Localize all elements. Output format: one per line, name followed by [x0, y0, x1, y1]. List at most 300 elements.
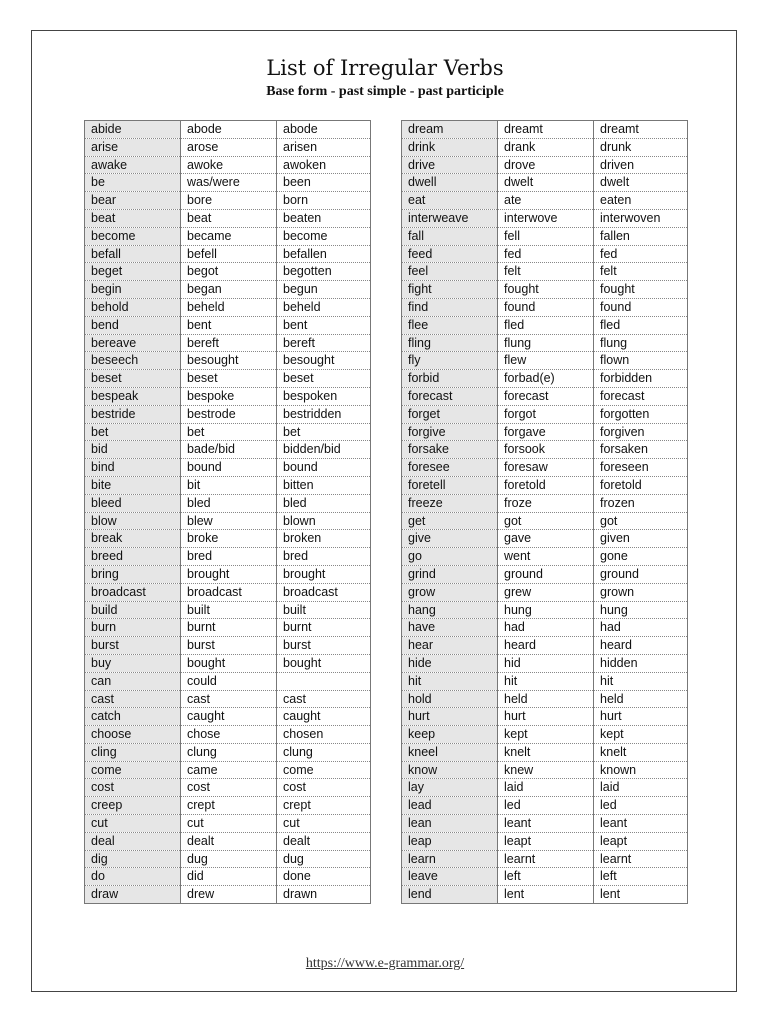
- past-simple-cell: bled: [181, 494, 277, 512]
- table-row: [85, 743, 371, 761]
- table-row: [402, 530, 688, 548]
- base-form-cell: foretell: [402, 476, 498, 494]
- past-participle-cell: flung: [594, 334, 688, 352]
- past-simple-cell: bore: [181, 192, 277, 210]
- base-form-cell: hang: [402, 601, 498, 619]
- past-simple-cell: begot: [181, 263, 277, 281]
- past-simple-cell: forgot: [498, 405, 594, 423]
- past-simple-cell: foretold: [498, 476, 594, 494]
- base-form-cell: grind: [402, 565, 498, 583]
- past-participle-cell: hidden: [594, 654, 688, 672]
- past-simple-cell: drew: [181, 886, 277, 904]
- table-row: [402, 352, 688, 370]
- base-form-cell: bring: [85, 565, 181, 583]
- past-simple-cell: interwove: [498, 209, 594, 227]
- base-form-cell: hit: [402, 672, 498, 690]
- base-form-cell: have: [402, 619, 498, 637]
- base-form-cell: bleed: [85, 494, 181, 512]
- base-form-cell: buy: [85, 654, 181, 672]
- past-simple-cell: heard: [498, 637, 594, 655]
- table-row: [85, 423, 371, 441]
- verbs-table-right: [401, 120, 688, 904]
- table-row: [85, 441, 371, 459]
- past-participle-cell: foretold: [594, 476, 688, 494]
- table-row: [402, 654, 688, 672]
- table-row: [402, 387, 688, 405]
- past-simple-cell: froze: [498, 494, 594, 512]
- past-participle-cell: drawn: [277, 886, 371, 904]
- base-form-cell: befall: [85, 245, 181, 263]
- table-row: [85, 245, 371, 263]
- past-simple-cell: hit: [498, 672, 594, 690]
- past-participle-cell: bespoken: [277, 387, 371, 405]
- base-form-cell: cut: [85, 815, 181, 833]
- past-participle-cell: begotten: [277, 263, 371, 281]
- table-row: [85, 209, 371, 227]
- base-form-cell: grow: [402, 583, 498, 601]
- past-participle-cell: flown: [594, 352, 688, 370]
- table-row: [402, 281, 688, 299]
- past-simple-cell: brought: [181, 565, 277, 583]
- table-row: [85, 316, 371, 334]
- past-participle-cell: burnt: [277, 619, 371, 637]
- table-row: [402, 316, 688, 334]
- table-row: [85, 281, 371, 299]
- past-participle-cell: broken: [277, 530, 371, 548]
- past-participle-cell: lent: [594, 886, 688, 904]
- table-row: [85, 619, 371, 637]
- table-row: [85, 601, 371, 619]
- past-simple-cell: bent: [181, 316, 277, 334]
- base-form-cell: bend: [85, 316, 181, 334]
- past-participle-cell: beset: [277, 370, 371, 388]
- base-form-cell: bereave: [85, 334, 181, 352]
- past-participle-cell: heard: [594, 637, 688, 655]
- base-form-cell: bid: [85, 441, 181, 459]
- past-participle-cell: hurt: [594, 708, 688, 726]
- past-participle-cell: broadcast: [277, 583, 371, 601]
- table-row: [85, 459, 371, 477]
- past-simple-cell: hurt: [498, 708, 594, 726]
- past-simple-cell: befell: [181, 245, 277, 263]
- base-form-cell: freeze: [402, 494, 498, 512]
- past-simple-cell: burnt: [181, 619, 277, 637]
- past-simple-cell: forsook: [498, 441, 594, 459]
- base-form-cell: hold: [402, 690, 498, 708]
- table-row: [85, 797, 371, 815]
- past-participle-cell: cast: [277, 690, 371, 708]
- past-participle-cell: caught: [277, 708, 371, 726]
- past-participle-cell: led: [594, 797, 688, 815]
- past-simple-cell: chose: [181, 726, 277, 744]
- past-simple-cell: went: [498, 548, 594, 566]
- base-form-cell: burn: [85, 619, 181, 637]
- past-simple-cell: fell: [498, 227, 594, 245]
- past-participle-cell: dealt: [277, 832, 371, 850]
- table-row: [402, 583, 688, 601]
- base-form-cell: know: [402, 761, 498, 779]
- table-row: [85, 708, 371, 726]
- table-row: [85, 138, 371, 156]
- base-form-cell: broadcast: [85, 583, 181, 601]
- past-participle-cell: besought: [277, 352, 371, 370]
- past-simple-cell: broke: [181, 530, 277, 548]
- past-simple-cell: fed: [498, 245, 594, 263]
- base-form-cell: fall: [402, 227, 498, 245]
- past-simple-cell: began: [181, 281, 277, 299]
- past-simple-cell: dug: [181, 850, 277, 868]
- past-participle-cell: dwelt: [594, 174, 688, 192]
- past-participle-cell: bent: [277, 316, 371, 334]
- table-row: [402, 761, 688, 779]
- past-simple-cell: did: [181, 868, 277, 886]
- past-simple-cell: caught: [181, 708, 277, 726]
- table-row: [402, 672, 688, 690]
- base-form-cell: lay: [402, 779, 498, 797]
- past-participle-cell: forbidden: [594, 370, 688, 388]
- past-simple-cell: lent: [498, 886, 594, 904]
- table-row: [85, 334, 371, 352]
- past-participle-cell: leapt: [594, 832, 688, 850]
- base-form-cell: dig: [85, 850, 181, 868]
- base-form-cell: become: [85, 227, 181, 245]
- past-participle-cell: come: [277, 761, 371, 779]
- table-row: [85, 565, 371, 583]
- past-simple-cell: drove: [498, 156, 594, 174]
- past-participle-cell: got: [594, 512, 688, 530]
- base-form-cell: build: [85, 601, 181, 619]
- base-form-cell: drink: [402, 138, 498, 156]
- past-simple-cell: knew: [498, 761, 594, 779]
- base-form-cell: beat: [85, 209, 181, 227]
- past-participle-cell: fed: [594, 245, 688, 263]
- base-form-cell: leave: [402, 868, 498, 886]
- past-simple-cell: dealt: [181, 832, 277, 850]
- table-row: [85, 263, 371, 281]
- table-row: [85, 227, 371, 245]
- base-form-cell: lend: [402, 886, 498, 904]
- past-participle-cell: forgotten: [594, 405, 688, 423]
- past-simple-cell: learnt: [498, 850, 594, 868]
- past-simple-cell: bound: [181, 459, 277, 477]
- past-simple-cell: cut: [181, 815, 277, 833]
- base-form-cell: forsake: [402, 441, 498, 459]
- past-simple-cell: fled: [498, 316, 594, 334]
- past-simple-cell: cost: [181, 779, 277, 797]
- past-participle-cell: interwoven: [594, 209, 688, 227]
- base-form-cell: flee: [402, 316, 498, 334]
- past-simple-cell: was/were: [181, 174, 277, 192]
- past-participle-cell: brought: [277, 565, 371, 583]
- past-simple-cell: broadcast: [181, 583, 277, 601]
- base-form-cell: bind: [85, 459, 181, 477]
- table-row: [402, 832, 688, 850]
- base-form-cell: beset: [85, 370, 181, 388]
- past-simple-cell: could: [181, 672, 277, 690]
- table-row: [402, 548, 688, 566]
- base-form-cell: get: [402, 512, 498, 530]
- table-row: [85, 886, 371, 904]
- past-simple-cell: bought: [181, 654, 277, 672]
- past-participle-cell: befallen: [277, 245, 371, 263]
- table-row: [85, 352, 371, 370]
- table-row: [402, 637, 688, 655]
- past-participle-cell: bought: [277, 654, 371, 672]
- past-participle-cell: left: [594, 868, 688, 886]
- past-simple-cell: bred: [181, 548, 277, 566]
- past-simple-cell: bereft: [181, 334, 277, 352]
- past-participle-cell: abode: [277, 121, 371, 139]
- past-participle-cell: bled: [277, 494, 371, 512]
- past-participle-cell: clung: [277, 743, 371, 761]
- base-form-cell: bespeak: [85, 387, 181, 405]
- table-row: [402, 868, 688, 886]
- table-row: [85, 121, 371, 139]
- past-participle-cell: eaten: [594, 192, 688, 210]
- table-row: [402, 192, 688, 210]
- base-form-cell: fly: [402, 352, 498, 370]
- table-row: [85, 192, 371, 210]
- past-simple-cell: clung: [181, 743, 277, 761]
- past-participle-cell: dreamt: [594, 121, 688, 139]
- table-row: [85, 637, 371, 655]
- past-participle-cell: been: [277, 174, 371, 192]
- past-simple-cell: leapt: [498, 832, 594, 850]
- table-row: [85, 779, 371, 797]
- base-form-cell: behold: [85, 298, 181, 316]
- base-form-cell: foresee: [402, 459, 498, 477]
- past-participle-cell: frozen: [594, 494, 688, 512]
- past-participle-cell: bidden/bid: [277, 441, 371, 459]
- table-row: [85, 156, 371, 174]
- past-participle-cell: bitten: [277, 476, 371, 494]
- table-row: [402, 743, 688, 761]
- base-form-cell: lean: [402, 815, 498, 833]
- past-simple-cell: bet: [181, 423, 277, 441]
- table-row: [402, 370, 688, 388]
- table-row: [402, 174, 688, 192]
- base-form-cell: eat: [402, 192, 498, 210]
- base-form-cell: do: [85, 868, 181, 886]
- table-row: [85, 815, 371, 833]
- table-row: [402, 708, 688, 726]
- table-row: [402, 779, 688, 797]
- table-row: [402, 138, 688, 156]
- table-row: [402, 441, 688, 459]
- past-participle-cell: felt: [594, 263, 688, 281]
- past-participle-cell: [277, 672, 371, 690]
- base-form-cell: burst: [85, 637, 181, 655]
- base-form-cell: go: [402, 548, 498, 566]
- table-row: [85, 298, 371, 316]
- past-simple-cell: awoke: [181, 156, 277, 174]
- past-simple-cell: arose: [181, 138, 277, 156]
- past-participle-cell: fled: [594, 316, 688, 334]
- past-participle-cell: dug: [277, 850, 371, 868]
- base-form-cell: kneel: [402, 743, 498, 761]
- past-simple-cell: beset: [181, 370, 277, 388]
- table-row: [402, 227, 688, 245]
- base-form-cell: awake: [85, 156, 181, 174]
- past-participle-cell: blown: [277, 512, 371, 530]
- table-row: [402, 601, 688, 619]
- past-participle-cell: driven: [594, 156, 688, 174]
- past-participle-cell: foreseen: [594, 459, 688, 477]
- past-simple-cell: fought: [498, 281, 594, 299]
- past-participle-cell: learnt: [594, 850, 688, 868]
- past-participle-cell: cost: [277, 779, 371, 797]
- past-simple-cell: besought: [181, 352, 277, 370]
- table-row: [85, 370, 371, 388]
- table-row: [402, 797, 688, 815]
- base-form-cell: blow: [85, 512, 181, 530]
- table-row: [402, 815, 688, 833]
- past-participle-cell: crept: [277, 797, 371, 815]
- past-participle-cell: fallen: [594, 227, 688, 245]
- table-row: [402, 690, 688, 708]
- base-form-cell: leap: [402, 832, 498, 850]
- base-form-cell: forbid: [402, 370, 498, 388]
- table-row: [402, 263, 688, 281]
- past-simple-cell: bespoke: [181, 387, 277, 405]
- base-form-cell: forget: [402, 405, 498, 423]
- table-row: [85, 672, 371, 690]
- past-participle-cell: had: [594, 619, 688, 637]
- table-row: [402, 209, 688, 227]
- past-simple-cell: came: [181, 761, 277, 779]
- base-form-cell: fight: [402, 281, 498, 299]
- table-row: [85, 387, 371, 405]
- past-simple-cell: ground: [498, 565, 594, 583]
- past-simple-cell: had: [498, 619, 594, 637]
- past-simple-cell: blew: [181, 512, 277, 530]
- past-participle-cell: begun: [277, 281, 371, 299]
- base-form-cell: bear: [85, 192, 181, 210]
- past-participle-cell: hit: [594, 672, 688, 690]
- table-row: [402, 619, 688, 637]
- base-form-cell: give: [402, 530, 498, 548]
- past-participle-cell: held: [594, 690, 688, 708]
- past-simple-cell: bade/bid: [181, 441, 277, 459]
- table-row: [402, 850, 688, 868]
- past-participle-cell: born: [277, 192, 371, 210]
- past-simple-cell: drank: [498, 138, 594, 156]
- past-simple-cell: forecast: [498, 387, 594, 405]
- past-simple-cell: ate: [498, 192, 594, 210]
- past-participle-cell: cut: [277, 815, 371, 833]
- past-participle-cell: bestridden: [277, 405, 371, 423]
- base-form-cell: dream: [402, 121, 498, 139]
- past-simple-cell: felt: [498, 263, 594, 281]
- past-participle-cell: leant: [594, 815, 688, 833]
- past-simple-cell: left: [498, 868, 594, 886]
- past-participle-cell: done: [277, 868, 371, 886]
- table-row: [85, 726, 371, 744]
- past-simple-cell: cast: [181, 690, 277, 708]
- table-row: [85, 654, 371, 672]
- past-simple-cell: abode: [181, 121, 277, 139]
- past-simple-cell: dreamt: [498, 121, 594, 139]
- base-form-cell: cling: [85, 743, 181, 761]
- verbs-table-left: [84, 120, 371, 904]
- past-simple-cell: leant: [498, 815, 594, 833]
- base-form-cell: creep: [85, 797, 181, 815]
- base-form-cell: abide: [85, 121, 181, 139]
- base-form-cell: catch: [85, 708, 181, 726]
- base-form-cell: dwell: [402, 174, 498, 192]
- past-simple-cell: hung: [498, 601, 594, 619]
- base-form-cell: forecast: [402, 387, 498, 405]
- past-participle-cell: arisen: [277, 138, 371, 156]
- footer-link[interactable]: https://www.e-grammar.org/: [305, 956, 465, 971]
- table-row: [85, 405, 371, 423]
- past-simple-cell: flung: [498, 334, 594, 352]
- past-simple-cell: bit: [181, 476, 277, 494]
- base-form-cell: deal: [85, 832, 181, 850]
- past-participle-cell: forgiven: [594, 423, 688, 441]
- table-row: [85, 868, 371, 886]
- past-simple-cell: hid: [498, 654, 594, 672]
- past-participle-cell: beaten: [277, 209, 371, 227]
- base-form-cell: break: [85, 530, 181, 548]
- base-form-cell: be: [85, 174, 181, 192]
- past-simple-cell: forbad(e): [498, 370, 594, 388]
- base-form-cell: come: [85, 761, 181, 779]
- table-row: [402, 494, 688, 512]
- past-participle-cell: kept: [594, 726, 688, 744]
- past-simple-cell: held: [498, 690, 594, 708]
- base-form-cell: bet: [85, 423, 181, 441]
- past-participle-cell: drunk: [594, 138, 688, 156]
- past-participle-cell: bet: [277, 423, 371, 441]
- past-participle-cell: hung: [594, 601, 688, 619]
- page-subtitle: Base form - past simple - past participle: [266, 84, 504, 99]
- past-participle-cell: beheld: [277, 298, 371, 316]
- base-form-cell: beget: [85, 263, 181, 281]
- table-row: [402, 726, 688, 744]
- base-form-cell: lead: [402, 797, 498, 815]
- past-participle-cell: bred: [277, 548, 371, 566]
- base-form-cell: drive: [402, 156, 498, 174]
- base-form-cell: beseech: [85, 352, 181, 370]
- past-simple-cell: crept: [181, 797, 277, 815]
- past-simple-cell: kept: [498, 726, 594, 744]
- table-row: [85, 850, 371, 868]
- base-form-cell: cast: [85, 690, 181, 708]
- past-participle-cell: known: [594, 761, 688, 779]
- table-row: [85, 548, 371, 566]
- base-form-cell: draw: [85, 886, 181, 904]
- table-row: [402, 512, 688, 530]
- base-form-cell: bestride: [85, 405, 181, 423]
- past-simple-cell: got: [498, 512, 594, 530]
- past-simple-cell: grew: [498, 583, 594, 601]
- table-row: [85, 832, 371, 850]
- table-row: [402, 298, 688, 316]
- table-row: [85, 476, 371, 494]
- base-form-cell: find: [402, 298, 498, 316]
- past-simple-cell: beat: [181, 209, 277, 227]
- table-row: [85, 583, 371, 601]
- base-form-cell: interweave: [402, 209, 498, 227]
- past-participle-cell: bound: [277, 459, 371, 477]
- past-simple-cell: foresaw: [498, 459, 594, 477]
- table-row: [402, 156, 688, 174]
- past-participle-cell: grown: [594, 583, 688, 601]
- base-form-cell: cost: [85, 779, 181, 797]
- past-simple-cell: flew: [498, 352, 594, 370]
- base-form-cell: begin: [85, 281, 181, 299]
